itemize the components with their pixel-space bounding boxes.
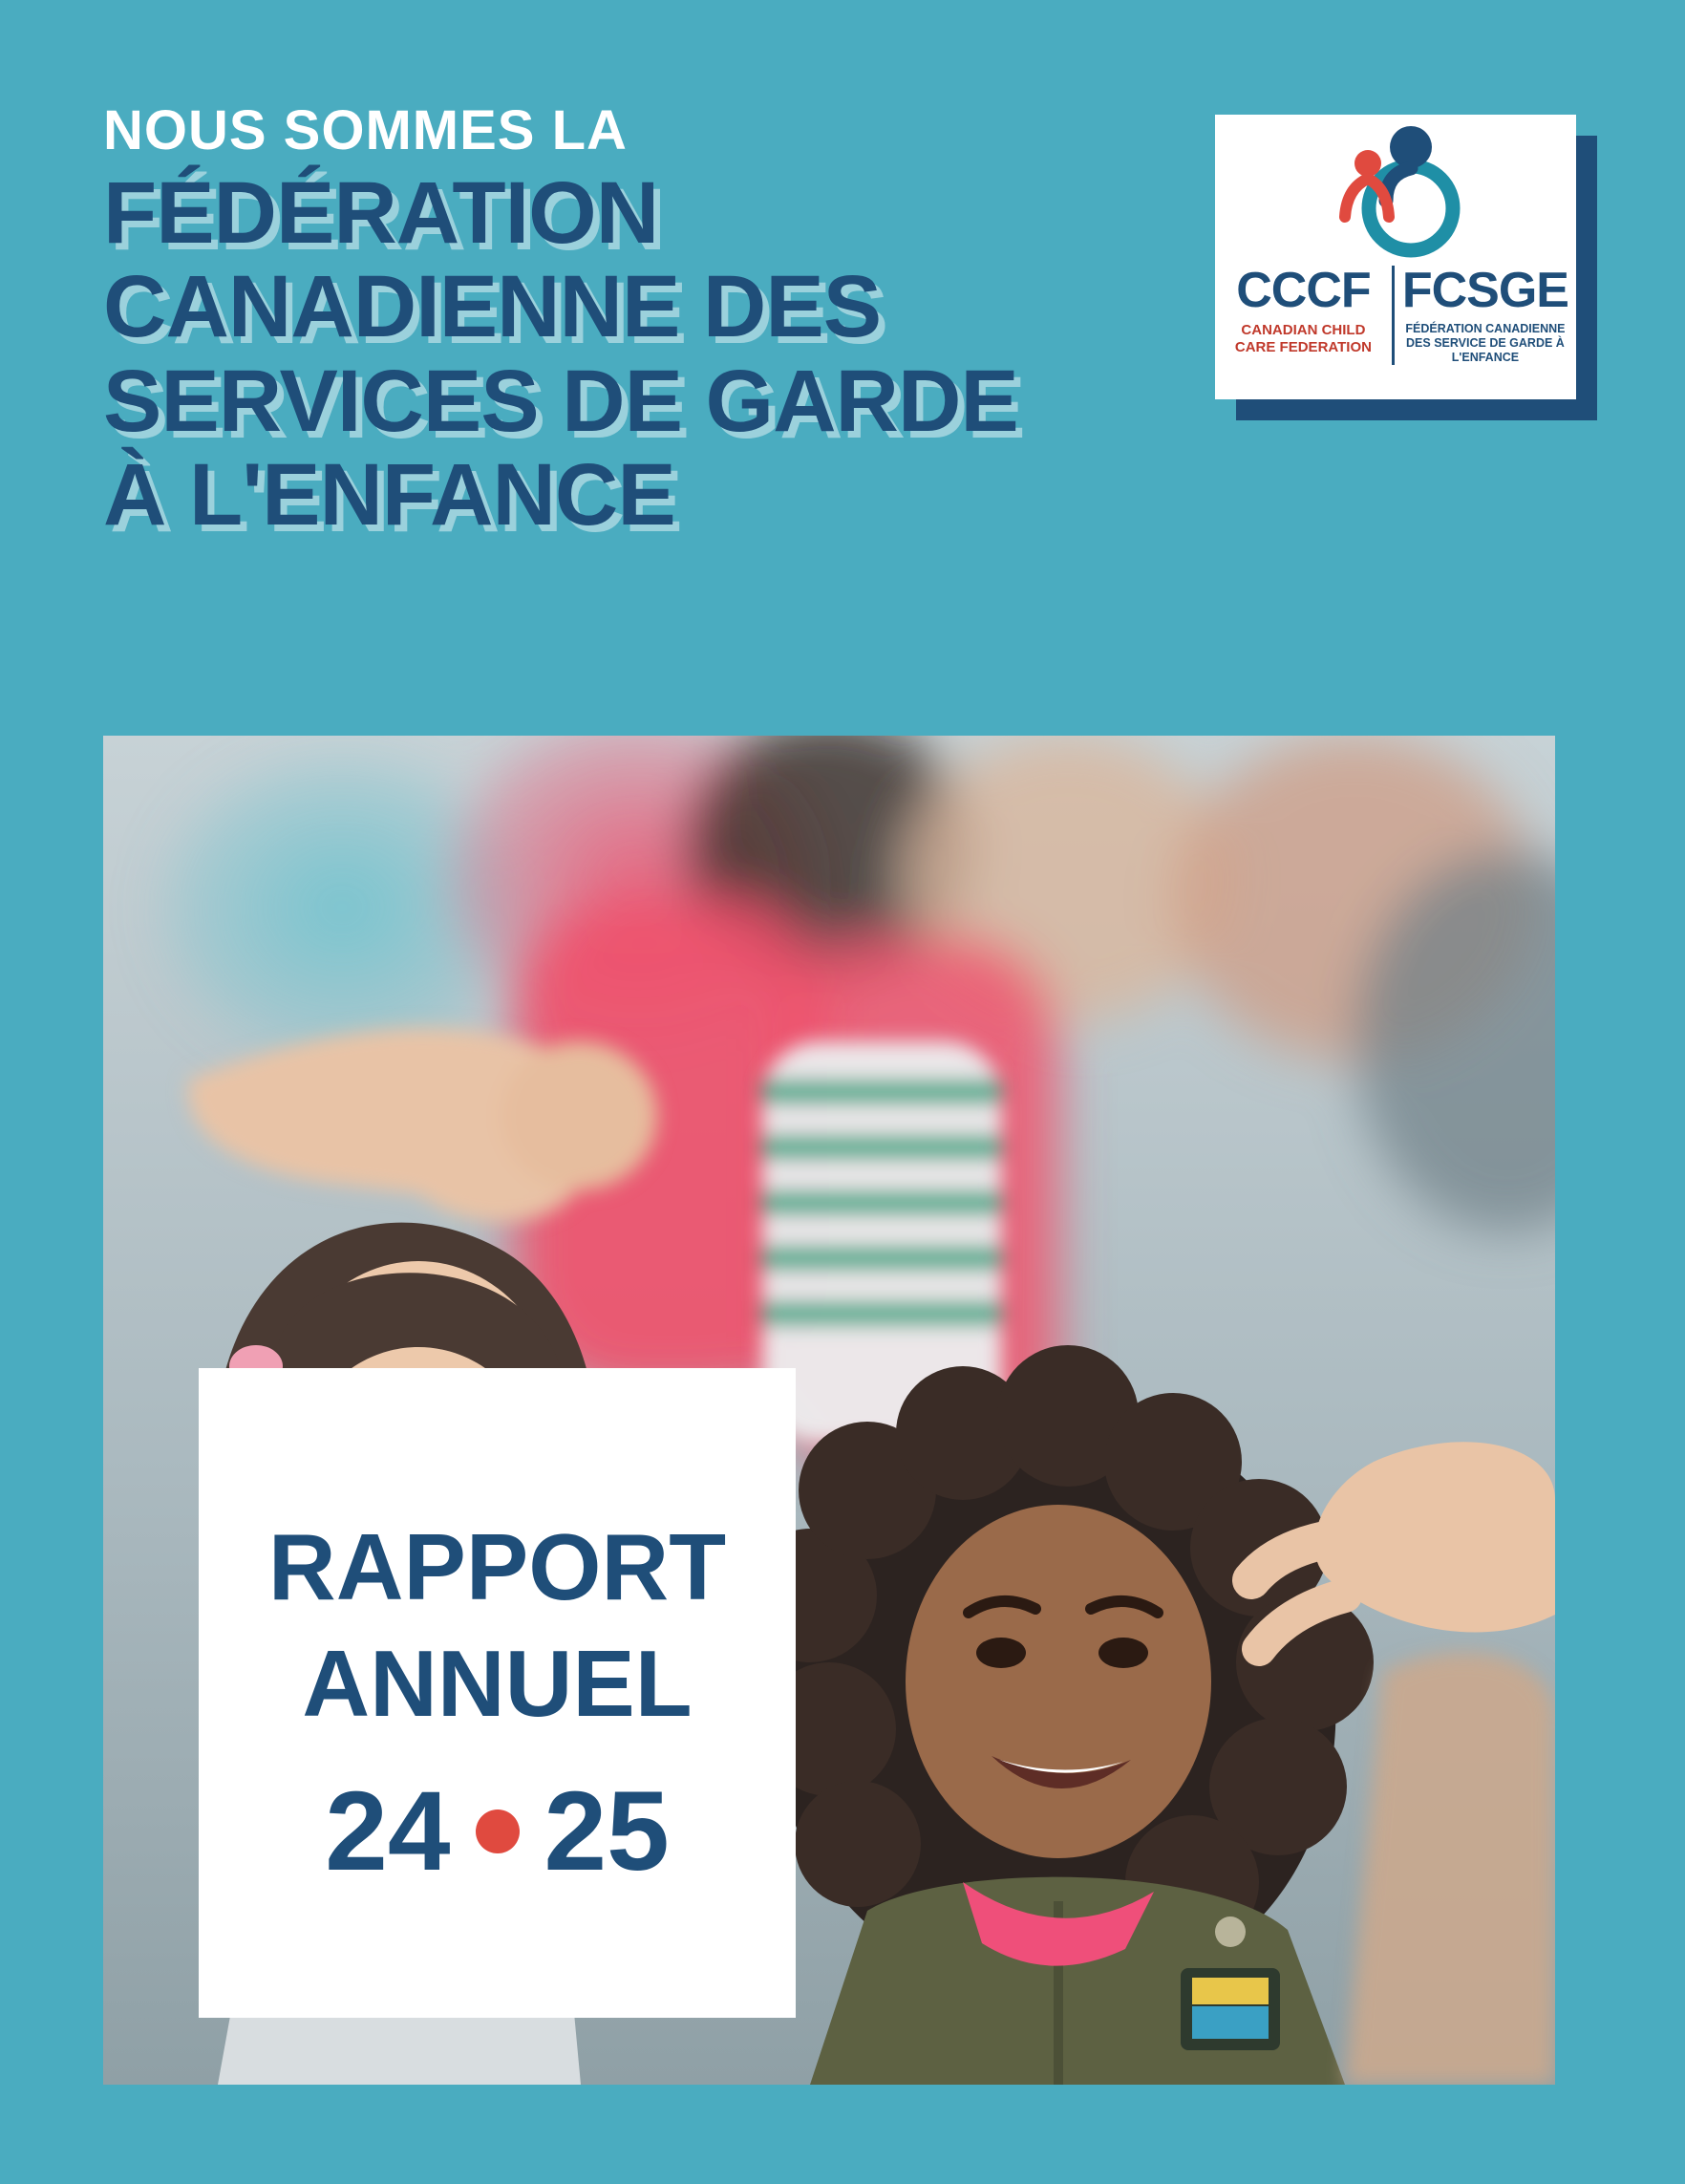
logo-english-acronym: CCCF	[1236, 263, 1371, 318]
logo-card	[1215, 115, 1576, 399]
logo-wordmark	[1215, 263, 1576, 365]
cover-title	[103, 166, 1183, 543]
year-start: 24	[325, 1767, 451, 1895]
cover-title-line: SERVICES DE GARDE	[103, 352, 1018, 450]
cccf-figures-icon	[1215, 120, 1576, 264]
logo-english	[1215, 263, 1395, 365]
annual-report-badge	[199, 1368, 796, 2018]
cover-title-line: CANADIENNE DES	[103, 258, 882, 356]
logo-french-acronym: FCSGE	[1401, 263, 1568, 318]
badge-years	[325, 1767, 670, 1895]
badge-line-1: RAPPORT	[267, 1513, 727, 1619]
dot-separator-icon	[476, 1809, 520, 1853]
cover-kicker: NOUS SOMMES LA	[103, 99, 628, 161]
cccf-logo	[1215, 115, 1597, 420]
year-end: 25	[544, 1767, 670, 1895]
badge-line-2: ANNUEL	[302, 1631, 693, 1736]
cover-title-block	[103, 99, 1183, 545]
logo-french	[1395, 263, 1576, 365]
logo-english-name: CANADIAN CHILD CARE FEDERATION	[1234, 322, 1372, 355]
cover-title-line: À L'ENFANCE	[103, 446, 675, 545]
logo-french-name: FÉDÉRATION CANADIENNE DES SERVICE DE GARDE À L'ENFANCE	[1405, 322, 1566, 364]
cover-title-line: FÉDÉRATION	[103, 164, 659, 262]
